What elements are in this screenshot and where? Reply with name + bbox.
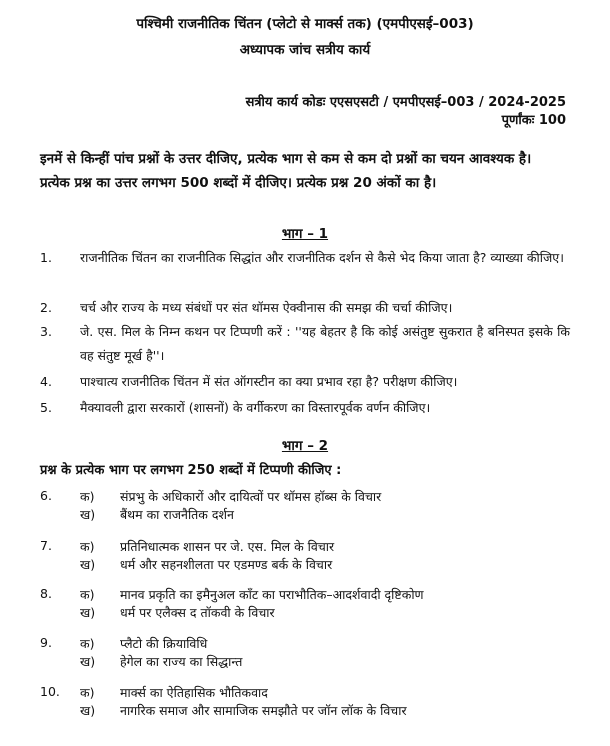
instruction-line-2: प्रत्येक प्रश्न का उत्तर लगभग 500 शब्दों में दीजिए। प्रत्येक प्रश्न 20 अंकों का है। [40, 175, 437, 191]
question-number: 1. [40, 250, 52, 265]
question-number: 8. [40, 586, 52, 601]
question-number: 7. [40, 538, 52, 553]
sub-label-a: क) [80, 489, 95, 504]
sub-label-a: क) [80, 539, 95, 554]
sub-text-a: मानव प्रकृति का इमैनुअल कॉंट का पराभौतिक–आदर्शवादी दृष्टिकोण [120, 587, 424, 602]
question-text: जे. एस. मिल के निम्न कथन पर टिप्पणी करें : ''यह बेहतर है कि कोई असंतुष्ट सुकरात है बनिस्पत इसके कि वह संतुष्ट मूर्ख है''। [80, 324, 570, 363]
question-number: 10. [40, 684, 60, 699]
question-text: चर्च और राज्य के मध्य संबंधों पर संत थॉमस ऐक्वीनास की समझ की चर्चा कीजिए। [80, 300, 453, 315]
document-subtitle: अध्यापक जांच सत्रीय कार्य [239, 42, 371, 58]
sub-text-b: बैंथम का राजनैतिक दर्शन [120, 507, 234, 522]
sub-text-a: मार्क्स का ऐतिहासिक भौतिकवाद [120, 685, 268, 700]
question-number: 4. [40, 374, 52, 389]
question-number: 2. [40, 300, 52, 315]
part-2-instruction: प्रश्न के प्रत्येक भाग पर लगभग 250 शब्दों में टिप्पणी कीजिए : [40, 463, 342, 478]
sub-text-b: धर्म पर एलैक्स द तॉकवी के विचार [120, 605, 275, 620]
sub-text-b: हेगेल का राज्य का सिद्धान्त [120, 654, 243, 669]
sub-label-b: ख) [80, 557, 96, 572]
question-text: पाश्चात्य राजनीतिक चिंतन में संत ऑगस्टीन का क्या प्रभाव रहा है? परीक्षण कीजिए। [80, 374, 458, 389]
question-number: 9. [40, 635, 52, 650]
sub-text-b: नागरिक समाज और सामाजिक समझौते पर जॉन लॉक के विचार [120, 703, 407, 718]
sub-text-a: प्लैटो की क्रियाविधि [120, 636, 208, 651]
part-1-heading-text: भाग – 1 [281, 226, 329, 242]
sub-label-b: ख) [80, 605, 96, 620]
sub-label-a: क) [80, 636, 95, 651]
question-number: 6. [40, 488, 52, 503]
part-1-heading [0, 224, 610, 242]
sub-label-a: क) [80, 587, 95, 602]
instruction-line-1: इनमें से किन्हीं पांच प्रश्नों के उत्तर दीजिए, प्रत्येक भाग से कम से कम दो प्रश्नों का चयन आवश्यक है। [40, 151, 532, 167]
sub-text-b: धर्म और सहनशीलता पर एडमण्ड बर्क के विचार [120, 557, 333, 572]
total-marks: पूर्णांकः 100 [501, 113, 566, 128]
document-title: पश्चिमी राजनीतिक चिंतन (प्लेटो से मार्क्स तक) (एमपीएसई–003) [136, 16, 474, 32]
sub-label-a: क) [80, 685, 95, 700]
question-number: 5. [40, 400, 52, 415]
question-text: मैक्यावली द्वारा सरकारों (शासनों) के वर्गीकरण का विस्तारपूर्वक वर्णन कीजिए। [80, 400, 431, 415]
sub-label-b: ख) [80, 507, 96, 522]
sub-text-a: प्रतिनिधात्मक शासन पर जे. एस. मिल के विचार [120, 539, 335, 554]
question-number: 3. [40, 324, 52, 339]
sub-label-b: ख) [80, 654, 96, 669]
assignment-code: सत्रीय कार्य कोडः एएसएसटी / एमपीएसई–003 / 2024-2025 [245, 95, 566, 110]
part-2-heading-text: भाग – 2 [281, 438, 329, 454]
question-text: राजनीतिक चिंतन का राजनीतिक सिद्धांत और राजनीतिक दर्शन से कैसे भेद किया जाता है? व्याख्या कीजिए। [80, 250, 564, 265]
sub-label-b: ख) [80, 703, 96, 718]
part-2-heading [0, 436, 610, 454]
sub-text-a: संप्रभु के अधिकारों और दायित्वों पर थॉमस हॉब्स के विचार [120, 489, 382, 504]
